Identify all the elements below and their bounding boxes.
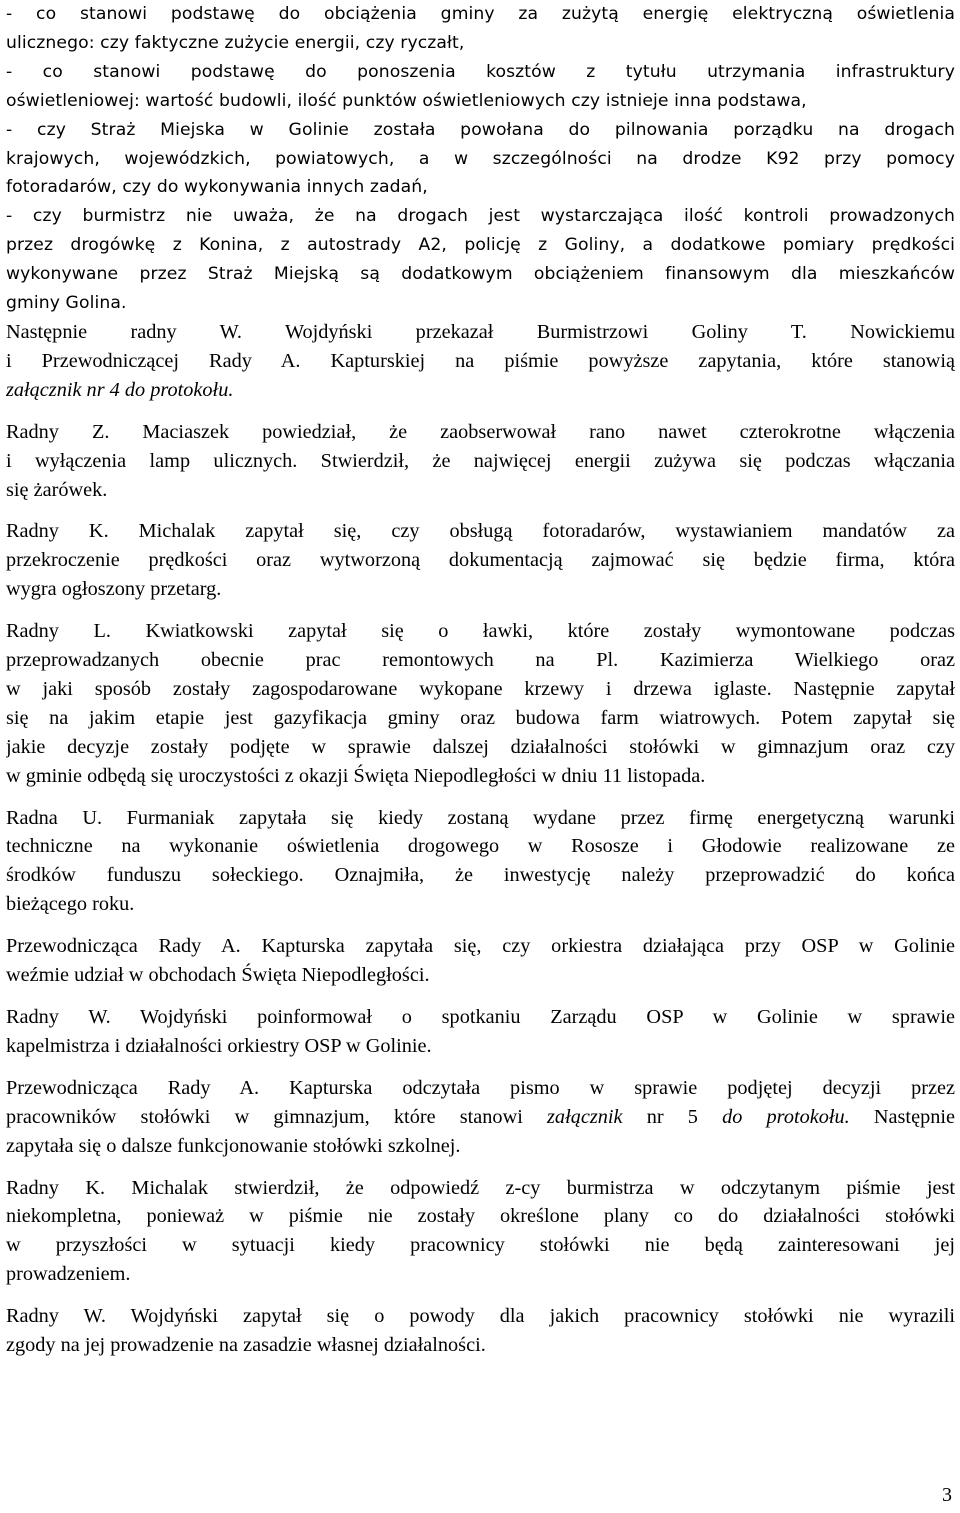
text-line: Radny K. Michalak zapytał się, czy obsługą fotoradarów, wystawianiem mandatów za [6, 520, 955, 543]
paragraph-michalak-1 [6, 517, 955, 604]
text-line: się na jakim etapie jest gazyfikacja gminy oraz budowa farm wiatrowych. Potem zapytał się [6, 706, 955, 729]
text-line: - czy Straż Miejska w Golinie została powołana do pilnowania porządku na drogach [6, 119, 955, 140]
paragraph-wojdynski-2 [6, 1003, 955, 1061]
text-line: Przewodnicząca Rady A. Kapturska odczytała pismo w sprawie podjętej decyzji przez [6, 1076, 955, 1099]
attachment-word: załącznik [547, 1105, 623, 1128]
text-line: jakie decyzje zostały podjęte w sprawie dalszej działalności stołówki w gimnazjum oraz czy [6, 735, 955, 758]
paragraph-furmaniak [6, 804, 955, 920]
text-line: Radny L. Kwiatkowski zapytał się o ławki, które zostały wymontowane podczas [6, 620, 955, 643]
text-line: w jaki sposób zostały zagospodarowane wykopane krzewy i drzewa iglaste. Następnie zapytał [6, 677, 955, 700]
text-line: zapytała się o dalsze funkcjonowanie stołówki szkolnej. [6, 1134, 461, 1157]
text-line: niekompletna, ponieważ w piśmie nie zostały określone plany co do działalności stołówki [6, 1205, 955, 1228]
text-line: w gminie odbędą się uroczystości z okazji Święta Niepodległości w dniu 11 listopada. [6, 764, 706, 787]
text-line: krajowych, wojewódzkich, powiatowych, a w szczególności na drodze K92 przy pomocy [6, 148, 955, 169]
text-line: - co stanowi podstawę do ponoszenia kosztów z tytułu utrzymania infrastruktury [6, 61, 955, 82]
text-line: techniczne na wykonanie oświetlenia drogowego w Rososze i Głodowie realizowane ze [6, 835, 955, 858]
text-line: Radny W. Wojdyński poinformował o spotkaniu Zarządu OSP w Golinie w sprawie [6, 1006, 955, 1028]
text-line: środków funduszu sołeckiego. Oznajmiła, że inwestycję należy przeprowadzić do końca [6, 864, 955, 887]
text-line: Następnie radny W. Wojdyński przekazał Burmistrzowi Goliny T. Nowickiemu [6, 320, 955, 343]
text-line: Radny Z. Maciaszek powiedział, że zaobserwował rano nawet czterokrotne włączenia [6, 420, 955, 443]
text-line: w przyszłości w sytuacji kiedy pracownicy stołówki nie będą zainteresowani jej [6, 1234, 955, 1257]
text-line: prowadzeniem. [6, 1263, 131, 1286]
text-line: ulicznego: czy faktyczne zużycie energii, czy ryczałt, [6, 32, 465, 53]
text-line: wygra ogłoszony przetarg. [6, 578, 222, 601]
paragraph-wojdynski-1 [6, 318, 955, 405]
text-line: Radny W. Wojdyński zapytał się o powody dla jakich pracownicy stołówki nie wyrazili [6, 1305, 955, 1328]
text-line: i Przewodniczącej Rady A. Kapturskiej na piśmie powyższe zapytania, które stanowią [6, 349, 955, 372]
paragraph-michalak-2 [6, 1174, 955, 1290]
text-line: przekroczenie prędkości oraz wytworzoną dokumentacją zajmować się będzie firma, która [6, 549, 955, 572]
protocol-word: do protokołu. [722, 1105, 850, 1128]
text-line: zgody na jej prowadzenie na zasadzie własnej działalności. [6, 1334, 486, 1357]
paragraph-kapturska-1 [6, 932, 955, 990]
page-number: 3 [942, 1484, 952, 1506]
paragraph-maciaszek [6, 418, 955, 505]
text-line: Radny K. Michalak stwierdził, że odpowiedź z-cy burmistrza w odczytanym piśmie jest [6, 1176, 955, 1199]
attachment-reference: załącznik nr 4 do protokołu. [6, 378, 234, 401]
text-line: weźmie udział w obchodach Święta Niepodległości. [6, 964, 430, 987]
text-line: i wyłączenia lamp ulicznych. Stwierdził, że najwięcej energii zużywa się podczas włączania [6, 449, 955, 472]
text-line: kapelmistrza i działalności orkiestry OSP w Golinie. [6, 1034, 432, 1057]
text-line: fotoradarów, czy do wykonywania innych zadań, [6, 177, 428, 198]
text-line [6, 376, 955, 405]
text-line: gminy Golina. [6, 293, 127, 314]
paragraph-kwiatkowski [6, 617, 955, 790]
intro-question-list [6, 0, 955, 318]
text-line: przez drogówkę z Konina, z autostrady A2, policję z Goliny, a dodatkowe pomiary prędkości [6, 235, 955, 256]
text-line: - czy burmistrz nie uważa, że na drogach jest wystarczająca ilość kontroli prowadzonych [6, 206, 955, 227]
paragraph-wojdynski-3 [6, 1302, 955, 1360]
paragraph-kapturska-2 [6, 1074, 955, 1161]
document-page [6, 0, 955, 1360]
text-line: wykonywane przez Straż Miejską są dodatkowym obciążeniem finansowym dla mieszkańców [6, 264, 955, 285]
text-line: pracowników stołówki w gimnazjum, które stanowi załącznik nr 5 do protokołu. Następnie [6, 1105, 955, 1128]
text-line: się żarówek. [6, 478, 108, 501]
text-line: bieżącego roku. [6, 893, 135, 916]
text-line: - co stanowi podstawę do obciążenia gminy za zużytą energię elektryczną oświetlenia [6, 4, 955, 24]
text-line: Radna U. Furmaniak zapytała się kiedy zostaną wydane przez firmę energetyczną warunki [6, 806, 955, 829]
text-line: Przewodnicząca Rady A. Kapturska zapytała się, czy orkiestra działająca przy OSP w Golinie [6, 935, 955, 958]
text-line: oświetleniowej: wartość budowli, ilość punktów oświetleniowych czy istnieje inna podstawa, [6, 90, 807, 111]
text-line: przeprowadzanych obecnie prac remontowych na Pl. Kazimierza Wielkiego oraz [6, 649, 955, 672]
